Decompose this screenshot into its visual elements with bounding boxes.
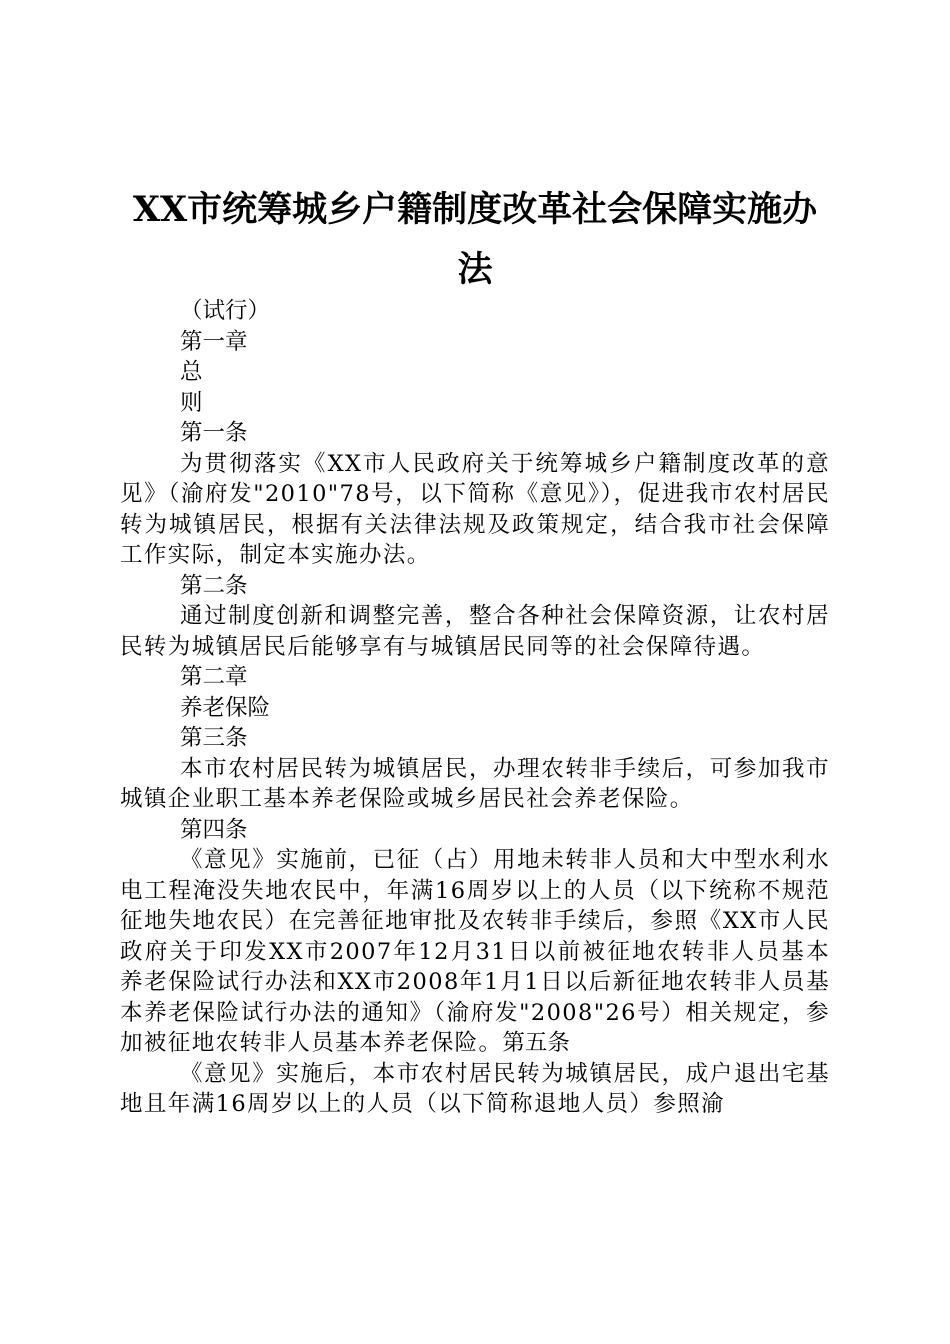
chapter-heading: 第二章 bbox=[180, 664, 248, 690]
document-title-line1: XX市统筹城乡户籍制度改革社会保障实施办 bbox=[132, 189, 818, 230]
article-paragraph bbox=[120, 845, 830, 1059]
chapter-name-part: 则 bbox=[180, 389, 203, 416]
article-paragraph: 通过制度创新和调整完善，整合各种社会保障资源，让农村居民转为城镇居民后能够享有与城镇居民同等的社会保障待遇。 bbox=[120, 603, 830, 660]
article-text: 《意见》实施前，已征（占）用地未转非人员和大中型水利水电工程淹没失地农民中，年满16周岁以上的人员（以下统称不规范征地失地农民）在完善征地审批及农转非手续后，参照《XX市人民政府关于印发XX市2007年12月31日以前被征地农转非人员基本养老保险试行办法和XX市2008年1月1日以后新征地农转非人员基本养老保险试行办法的通知》（渝府发"2008"26号）相关规定，参加被征地农转非人员基本养老保险。 bbox=[120, 847, 830, 1056]
article-heading: 第三条 bbox=[180, 725, 248, 751]
article-paragraph: 本市农村居民转为城镇居民，办理农转非手续后，可参加我市城镇企业职工基本养老保险或城乡居民社会养老保险。 bbox=[120, 755, 830, 812]
document-title-line2: 法 bbox=[457, 249, 493, 290]
article-paragraph: 为贯彻落实《XX市人民政府关于统筹城乡户籍制度改革的意见》（渝府发"2010"78号，以下简称《意见》），促进我市农村居民转为城镇居民，根据有关法律法规及政策规定，结合我市社会保障工作实际，制定本实施办法。 bbox=[120, 450, 830, 568]
article-heading: 第一条 bbox=[180, 420, 248, 446]
article-heading: 第四条 bbox=[180, 816, 248, 843]
chapter-heading: 第一章 bbox=[180, 328, 248, 355]
document-body bbox=[120, 296, 830, 1120]
chapter-name-part: 总 bbox=[180, 359, 203, 385]
article-heading: 第二条 bbox=[180, 572, 248, 599]
article-heading: 第五条 bbox=[502, 1030, 570, 1056]
chapter-name: 养老保险 bbox=[180, 694, 271, 721]
article-paragraph: 《意见》实施后，本市农村居民转为城镇居民，成户退出宅基地且年满16周岁以上的人员（以下简称退地人员）参照渝 bbox=[120, 1060, 830, 1117]
subtitle: （试行） bbox=[180, 298, 271, 324]
